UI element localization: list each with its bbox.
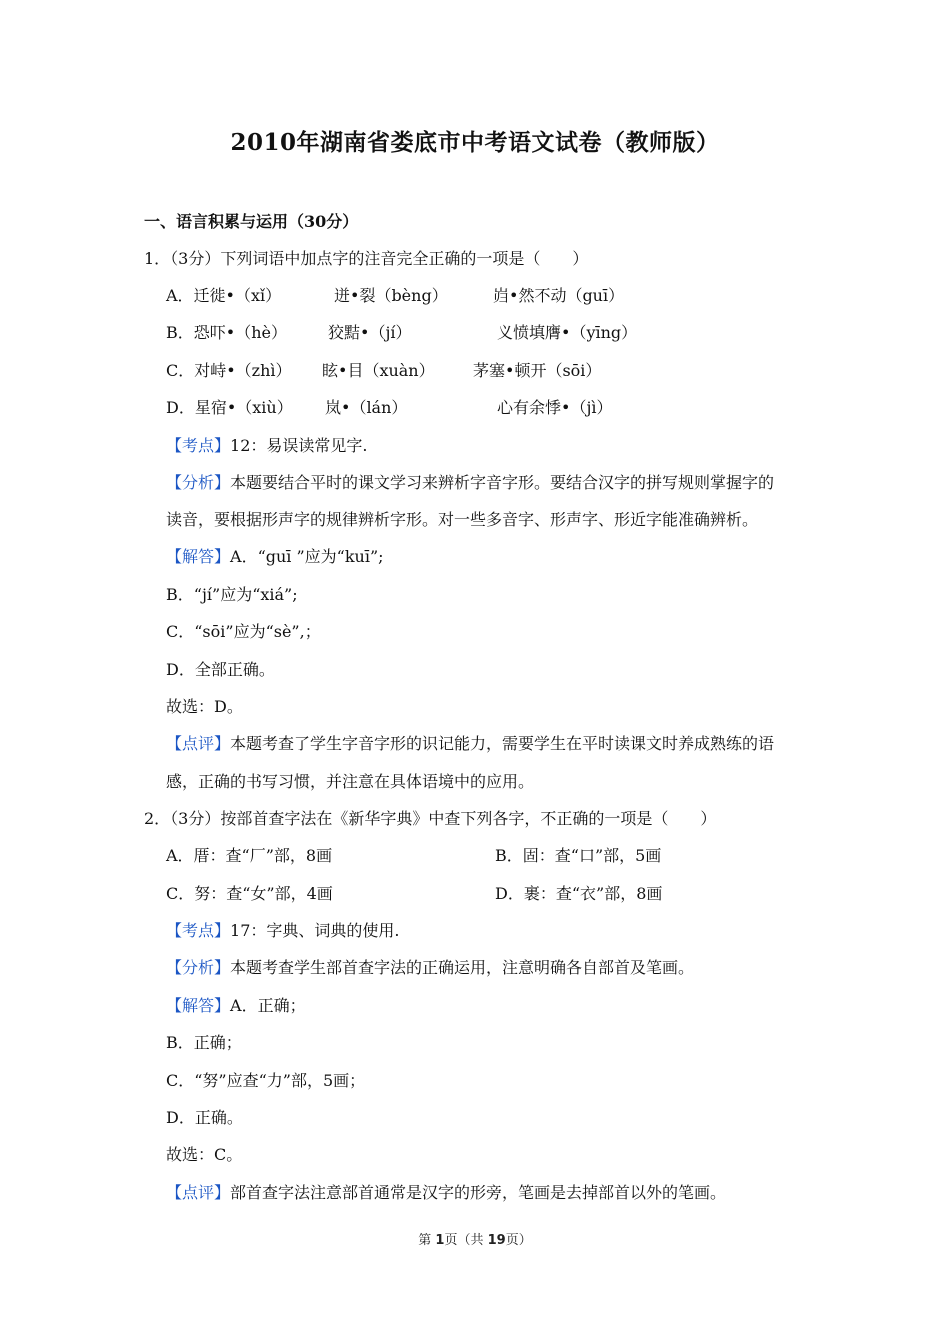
q1-option-d-2: 岚•（lán） (325, 398, 408, 417)
dianping-tag: 【点评】 (166, 734, 231, 753)
q1-option-c-1: C．对峙•（zhì） (166, 361, 292, 380)
fenxi-text: 本题考查学生部首查字法的正确运用，注意明确各自部首及笔画。 (230, 958, 695, 977)
question-2-stem: 2．（3分）按部首查字法在《新华字典》中查下列各字，不正确的一项是（ ） (144, 809, 717, 828)
fenxi-tag: 【分析】 (166, 473, 231, 492)
kaodian-text: 17：字典、词典的使用. (230, 921, 400, 940)
q1-kaodian (166, 436, 367, 456)
dianping-text: 部首查字法注意部首通常是汉字的形旁，笔画是去掉部首以外的笔画。 (230, 1183, 727, 1202)
q1-option-d-3: 心有余悸•（jì） (497, 398, 613, 417)
q2-answer-line: B．正确； (166, 1033, 242, 1052)
jieda-tag: 【解答】 (166, 547, 231, 566)
q1-dianping-cont: 感，正确的书写习惯，并注意在具体语境中的应用。 (166, 772, 535, 791)
q1-option-c-2: 眩•目（xuàn） (322, 361, 435, 380)
q2-option-b: B．固：查“口”部，5画 (495, 846, 662, 865)
q2-choice: 故选：C。 (166, 1145, 243, 1164)
q2-fenxi (166, 958, 694, 978)
dianping-tag: 【点评】 (166, 1183, 231, 1202)
q2-option-a: A．厝：查“厂”部，8画 (166, 846, 333, 865)
q1-fenxi-cont: 读音，要根据形声字的规律辨析字形。对一些多音字、形声字、形近字能准确辨析。 (166, 510, 759, 529)
fenxi-tag: 【分析】 (166, 958, 231, 977)
q2-dianping (166, 1183, 726, 1203)
q2-kaodian (166, 921, 399, 941)
q1-fenxi (166, 473, 774, 493)
q1-option-c-3: 茅塞•顿开（sōi） (473, 361, 602, 380)
q1-answer-line: D．全部正确。 (166, 660, 275, 679)
q1-option-b-1: B．恐吓•（hè） (166, 323, 287, 342)
q1-jieda (166, 547, 384, 567)
footer-total-pages: 19 (487, 1233, 506, 1248)
q1-option-a-1: A．迁徙•（xǐ） (166, 286, 282, 305)
jieda-text: A．正确； (230, 996, 306, 1015)
q2-jieda (166, 996, 306, 1016)
dianping-text: 本题考查了学生字音字形的识记能力，需要学生在平时读课文时养成熟练的语 (230, 734, 775, 753)
footer-suffix: 页） (505, 1233, 532, 1248)
q1-option-b-2: 狡黠•（jí） (328, 323, 412, 342)
q1-answer-line: C．“sōi”应为“sè”,； (166, 622, 321, 641)
jieda-tag: 【解答】 (166, 996, 231, 1015)
q1-option-a-3: 岿•然不动（guī） (493, 286, 625, 305)
footer-mid: 页（共 (444, 1233, 488, 1248)
question-1-stem: 1．（3分）下列词语中加点字的注音完全正确的一项是（ ） (144, 249, 589, 268)
q1-option-b-3: 义愤填膺•（yīng） (497, 323, 638, 342)
fenxi-text: 本题要结合平时的课文学习来辨析字音字形。要结合汉字的拼写规则掌握字的 (230, 473, 775, 492)
q2-answer-line: C．“努”应查“力”部，5画； (166, 1071, 366, 1090)
q1-answer-line: B．“jí”应为“xiá”; (166, 585, 298, 604)
q2-option-c: C．努：查“女”部，4画 (166, 884, 333, 903)
q1-option-a-2: 迸•裂（bèng） (334, 286, 448, 305)
jieda-text: A．“guī ”应为“kuī”; (230, 547, 384, 566)
q1-choice: 故选：D。 (166, 697, 243, 716)
footer-prefix: 第 (418, 1233, 436, 1248)
q2-option-d: D．裹：查“衣”部，8画 (495, 884, 663, 903)
kaodian-tag: 【考点】 (166, 436, 231, 455)
footer-page-number: 1 (435, 1233, 445, 1248)
document-title: 2010年湖南省娄底市中考语文试卷（教师版） (230, 129, 720, 156)
kaodian-text: 12：易误读常见字. (230, 436, 368, 455)
section-heading: 一、语言积累与运用（30分） (144, 212, 359, 231)
page-footer (0, 1229, 950, 1248)
kaodian-tag: 【考点】 (166, 921, 231, 940)
q1-option-d-1: D．星宿•（xiù） (166, 398, 293, 417)
q2-answer-line: D．正确。 (166, 1108, 243, 1127)
q1-dianping (166, 734, 774, 754)
